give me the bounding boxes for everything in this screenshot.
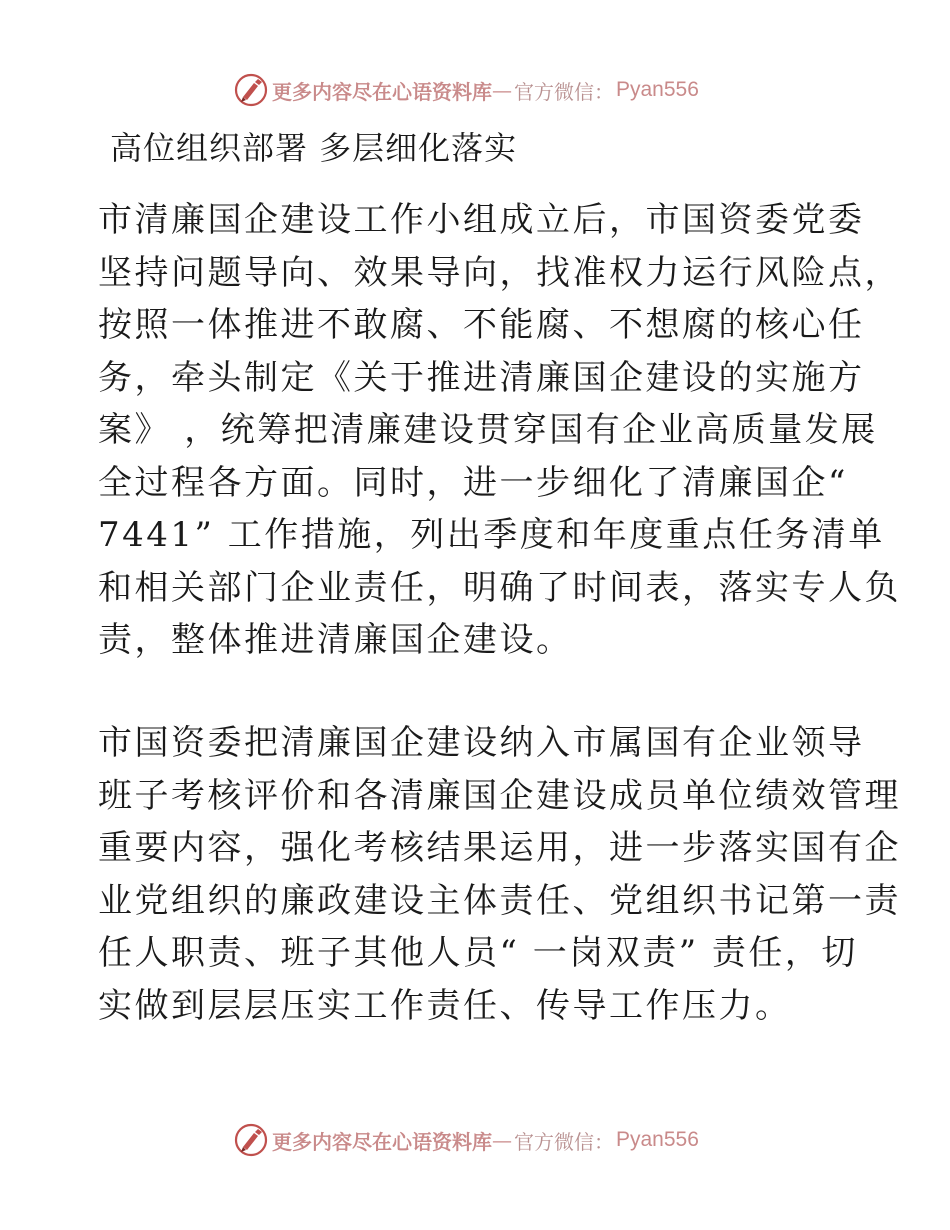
paragraph-line: 市清廉国企建设工作小组成立后，市国资委党委 (98, 200, 865, 240)
paragraph-line: 7441” 工作措施，列出季度和年度重点任务清单 (98, 515, 885, 555)
paragraph-1 (98, 194, 901, 667)
paragraph-line: 任人职责、班子其他人员“ 一岗双责” 责任，切 (98, 933, 858, 973)
paragraph-line: 班子考核评价和各清廉国企建设成员单位绩效管理 (98, 775, 901, 816)
section-title: 高位组织部署 多层细化落实 (110, 129, 518, 167)
banner-brand-text: 更多内容尽在心语资料库 (272, 79, 492, 104)
paragraph-line: 市国资委把清廉国企建设纳入市属国有企业领导 (98, 723, 865, 763)
paragraph-line: 按照一体推进不敢腐、不能腐、不想腐的核心任 (98, 305, 865, 345)
banner-wechat-label: 官方微信： (514, 1129, 614, 1154)
pen-logo-icon (234, 73, 268, 107)
header-banner (234, 72, 699, 108)
footer-banner (234, 1122, 699, 1158)
paragraph-line: 务，牵头制定《关于推进清廉国企建设的实施方 (98, 357, 865, 398)
paragraph-line: 实做到层层压实工作责任、传导工作压力。 (98, 985, 792, 1026)
paragraph-line: 案》 ，统筹把清廉建设贯穿国有企业高质量发展 (98, 410, 878, 450)
paragraph-line: 坚持问题导向、效果导向，找准权力运行风险点， (98, 252, 901, 293)
banner-wechat-id: Pyan556 (616, 1128, 699, 1151)
banner-brand-text: 更多内容尽在心语资料库 (272, 1129, 492, 1154)
banner-separator: — (492, 78, 512, 102)
banner-separator: — (492, 1128, 512, 1152)
banner-wechat-id: Pyan556 (616, 78, 699, 101)
paragraph-line: 和相关部门企业责任，明确了时间表，落实专人负 (98, 567, 901, 608)
pen-logo-icon (234, 1123, 268, 1157)
paragraph-line: 业党组织的廉政建设主体责任、党组织书记第一责 (98, 880, 901, 921)
paragraph-line: 责，整体推进清廉国企建设。 (98, 620, 573, 660)
paragraph-2 (98, 717, 901, 1032)
paragraph-line: 全过程各方面。同时，进一步细化了清廉国企“ (98, 462, 848, 503)
paragraph-line: 重要内容，强化考核结果运用，进一步落实国有企 (98, 828, 901, 868)
banner-wechat-label: 官方微信： (514, 79, 614, 104)
